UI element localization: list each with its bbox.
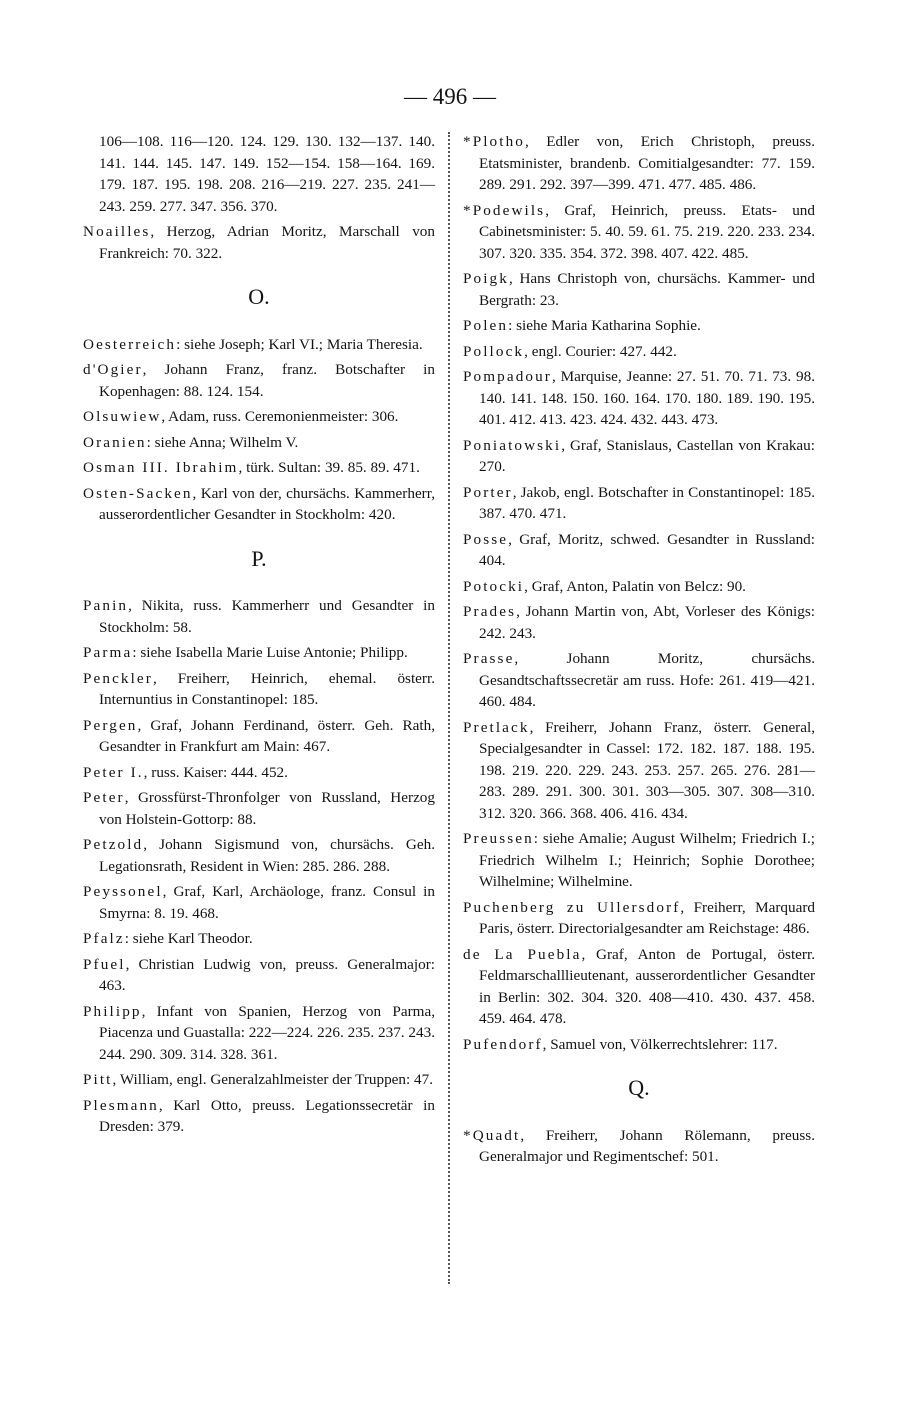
index-entry — [83, 928, 435, 950]
entry-headword: Pompadour — [463, 368, 552, 385]
entry-headword: Posse — [463, 530, 509, 548]
entry-text: , Graf, Anton, Palatin von Belcz: 90. — [524, 577, 746, 595]
entry-headword: Oesterreich — [83, 335, 177, 353]
index-entry — [463, 435, 815, 478]
entry-text: , Freiherr, Johann Rölemann, preuss. Generalmajor und Regimentschef: 501. — [479, 1126, 815, 1165]
entry-headword: Parma — [83, 644, 133, 661]
entry-text: : siehe Maria Katharina Sophie. — [508, 317, 701, 334]
entry-text: , Graf, Anton de Portugal, österr. Feldmarschalllieutenant, ausserordentlicher Gesandter in Berlin: 302. 304. 320. 408—410. 430. 437. 458. 459. 464. 478. — [479, 945, 815, 1027]
entry-text: , Freiherr, Johann Franz, österr. General, Specialgesandter in Cassel: 172. 182. 187. 188. 195. 198. 219. 220. 229. 243. 253. 257. 265. 276. 281—283. 289. 291. 300. 301. 303—305. 307. 308—310. 312. 320. 366. 368. 406. 416. 434. — [479, 718, 815, 822]
entry-text: , Freiherr, Marquard Paris, österr. Directorialgesandter am Reichstage: 486. — [479, 898, 815, 937]
index-entry — [463, 315, 815, 337]
entry-headword: de La Puebla — [463, 945, 582, 963]
entry-text: , Samuel von, Völkerrechtslehrer: 117. — [542, 1035, 778, 1053]
entry-headword: *Podewils — [463, 201, 546, 219]
entry-headword: d'Ogier — [83, 361, 143, 378]
index-entry — [83, 595, 435, 638]
entry-text: , Infant von Spanien, Herzog von Parma, Piacenza und Guastalla: 222—224. 226. 235. 237. 243. 244. 290. 309. 314. 328. 361. — [99, 1002, 435, 1063]
entry-text: : siehe Karl Theodor. — [124, 930, 253, 947]
index-entry — [463, 200, 815, 265]
entry-headword: Pitt — [83, 1071, 113, 1088]
index-entry — [83, 668, 435, 711]
entry-text: , engl. Courier: 427. 442. — [524, 342, 677, 360]
index-entry — [463, 648, 815, 713]
index-entry — [83, 715, 435, 758]
entry-headword: Polen — [463, 317, 509, 334]
entry-text: , Marquise, Jeanne: 27. 51. 70. 71. 73. 98. 140. 141. 148. 150. 160. 164. 170. 180. 189. 190. 195. 401. 412. 413. 423. 424. 432. 443. 473. — [479, 368, 815, 428]
index-entry — [83, 834, 435, 877]
index-entry — [463, 576, 815, 598]
index-entry — [463, 268, 815, 311]
index-entry — [83, 221, 435, 264]
entry-text: : siehe Joseph; Karl VI.; Maria Theresia. — [176, 335, 423, 353]
index-entry — [83, 1069, 435, 1091]
entry-headword: Noailles — [83, 223, 151, 240]
index-entry — [83, 787, 435, 830]
index-entry — [83, 406, 435, 428]
column-divider — [448, 132, 450, 1284]
entry-headword: Potocki — [463, 577, 525, 595]
entry-headword: Poigk — [463, 270, 509, 287]
entry-headword: Pfalz — [83, 930, 125, 947]
index-entry — [83, 131, 435, 217]
entry-text: , Graf, Stanislaus, Castellan von Krakau: 270. — [479, 436, 815, 475]
entry-text: , Hans Christoph von, chursächs. Kammer- und Bergrath: 23. — [479, 270, 815, 309]
entry-headword: Peyssonel — [83, 883, 163, 900]
index-entry — [463, 482, 815, 525]
entry-text: , Johann Martin von, Abt, Vorleser des Königs: 242. 243. — [479, 603, 815, 642]
index-entry — [463, 1125, 815, 1168]
entry-text: , Christian Ludwig von, preuss. Generalmajor: 463. — [99, 955, 435, 994]
entry-headword: Pergen — [83, 716, 138, 734]
index-entry — [463, 601, 815, 644]
section-letter: Q. — [628, 1075, 650, 1100]
index-entry — [463, 717, 815, 825]
entry-text: 106—108. 116—120. 124. 129. 130. 132—137. 140. 141. 144. 145. 147. 149. 152—154. 158—164. 169. 179. 187. 195. 198. 208. 216—219. 227. 235. 241—243. 259. 277. 347. 356. 370. — [99, 133, 435, 215]
entry-headword: Preussen — [463, 830, 534, 847]
entry-text: , Adam, russ. Ceremonienmeister: 306. — [161, 408, 399, 425]
entry-text: , Graf, Moritz, schwed. Gesandter in Russland: 404. — [479, 530, 815, 569]
index-entry — [463, 366, 815, 431]
index-entry — [83, 457, 435, 479]
entry-headword: Penckler — [83, 669, 153, 687]
entry-text: , Jakob, engl. Botschafter in Constantinopel: 185. 387. 470. 471. — [479, 483, 815, 522]
index-entry — [463, 897, 815, 940]
entry-text: , Graf, Karl, Archäologe, franz. Consul in Smyrna: 8. 19. 468. — [99, 883, 435, 922]
index-entry — [83, 483, 435, 526]
entry-text: , Edler von, Erich Christoph, preuss. Etatsminister, brandenb. Comitialgesandter: 77. 159. 289. 291. 292. 397—399. 471. 477. 485. 486. — [479, 133, 815, 193]
entry-headword: Plesmann — [83, 1096, 159, 1114]
entry-text: : siehe Anna; Wilhelm V. — [146, 433, 299, 451]
index-entry — [463, 944, 815, 1030]
section-letter: P. — [251, 545, 267, 571]
entry-headword: Osten-Sacken — [83, 484, 193, 502]
index-entry — [83, 359, 435, 402]
entry-headword: Olsuwiew — [83, 408, 162, 425]
entry-text: , William, engl. Generalzahlmeister der Truppen: 47. — [112, 1071, 434, 1088]
entry-headword: *Quadt — [463, 1126, 521, 1144]
index-entry — [463, 341, 815, 363]
section-letter: O. — [248, 284, 270, 309]
entry-headword: Porter — [463, 483, 513, 501]
page-number: — 496 — — [404, 84, 496, 109]
entry-text: , Johann Franz, franz. Botschafter in Kopenhagen: 88. 124. 154. — [99, 361, 435, 400]
index-entry — [83, 1001, 435, 1066]
index-entry — [463, 529, 815, 572]
left-column — [83, 131, 435, 1142]
index-entry — [463, 131, 815, 196]
entry-text: , Grossfürst-Thronfolger von Russland, Herzog von Holstein-Gottorp: 88. — [99, 789, 435, 828]
index-entry — [83, 432, 435, 454]
entry-headword: Peter I. — [83, 763, 144, 781]
index-entry — [83, 954, 435, 997]
entry-headword: Panin — [83, 597, 129, 614]
entry-headword: Oranien — [83, 433, 147, 451]
index-entry — [83, 334, 435, 356]
index-entry — [83, 762, 435, 784]
entry-text: , Johann Sigismund von, chursächs. Geh. Legationsrath, Resident in Wien: 285. 286. 288. — [99, 836, 435, 875]
entry-text: : siehe Amalie; August Wilhelm; Friedrich I.; Friedrich Wilhelm I.; Heinrich; Sophie Dorothee; Wilhelmine; Wilhelmine. — [479, 830, 815, 890]
entry-text: , Freiherr, Heinrich, ehemal. österr. Internuntius in Constantinopel: 185. — [99, 669, 435, 708]
index-entry — [83, 642, 435, 664]
entry-text: , Graf, Heinrich, preuss. Etats- und Cabinetsminister: 5. 40. 59. 61. 75. 219. 220. 233. 234. 307. 320. 335. 354. 372. 398. 407. 422. 485. — [479, 201, 815, 262]
entry-headword: Philipp — [83, 1002, 142, 1020]
index-entry — [463, 828, 815, 893]
entry-headword: Pretlack — [463, 718, 530, 736]
entry-text: , Johann Moritz, chursächs. Gesandtschaftssecretär am russ. Hofe: 261. 419—421. 460. 484. — [479, 650, 815, 710]
entry-text: , Herzog, Adrian Moritz, Marschall von Frankreich: 70. 322. — [99, 223, 435, 262]
index-entry — [83, 881, 435, 924]
entry-headword: Pollock — [463, 342, 525, 360]
entry-headword: Petzold — [83, 836, 144, 853]
entry-text: , türk. Sultan: 39. 85. 89. 471. — [238, 459, 420, 476]
entry-text: , Graf, Johann Ferdinand, österr. Geh. Rath, Gesandter in Frankfurt am Main: 467. — [99, 716, 435, 755]
entry-headword: Osman III. Ibrahim — [83, 459, 239, 476]
entry-headword: Prades — [463, 603, 517, 620]
entry-text: , Nikita, russ. Kammerherr und Gesandter in Stockholm: 58. — [99, 597, 435, 636]
right-column — [463, 131, 815, 1172]
entry-headword: Pufendorf — [463, 1035, 543, 1053]
entry-headword: Pfuel — [83, 955, 126, 973]
entry-text: : siehe Isabella Marie Luise Antonie; Philipp. — [132, 644, 408, 661]
entry-headword: Puchenberg zu Ullersdorf — [463, 898, 681, 916]
index-entry — [83, 1095, 435, 1138]
entry-headword: Poniatowski — [463, 436, 562, 454]
index-entry — [463, 1034, 815, 1056]
entry-text: , Karl von der, chursächs. Kammerherr, ausserordentlicher Gesandter in Stockholm: 420. — [99, 484, 435, 523]
entry-text: , russ. Kaiser: 444. 452. — [143, 763, 288, 781]
entry-headword: Prasse — [463, 650, 515, 667]
entry-headword: Peter — [83, 789, 125, 806]
entry-headword: *Plotho — [463, 133, 525, 150]
entry-text: , Karl Otto, preuss. Legationssecretär in Dresden: 379. — [99, 1096, 435, 1135]
